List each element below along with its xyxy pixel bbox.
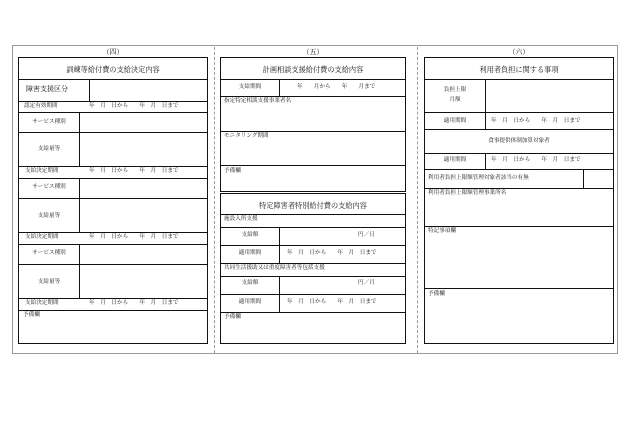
panel-title: 利用者負担に関する事項	[479, 65, 559, 74]
facility-support-label: 施設入所支援	[224, 216, 258, 222]
supply-period-label: 支給期間	[238, 84, 262, 90]
service-type-label: サービス種別	[32, 184, 66, 190]
supply-period-label: 支給決定期間	[25, 234, 59, 240]
cap-managed-flag-label: 利用者負担上限額管理対象者該当の有無	[428, 175, 529, 181]
remarks-label: 予備欄	[224, 314, 241, 320]
yen-per-day-unit: 円／日	[358, 232, 375, 238]
fold-line-2	[417, 47, 418, 353]
applicable-period-label: 適用期間	[238, 250, 262, 256]
designated-provider-label: 指定特定相談支援事業者名	[224, 98, 292, 104]
cap-manager-name-label: 利用者負担上限額管理事業所名	[428, 190, 507, 196]
remarks-label: 予備欄	[428, 291, 445, 297]
group-home-label: 共同生活援助又は重度障害者等包括支援	[224, 265, 325, 271]
supply-amount-label: 支給量等	[37, 279, 61, 285]
supply-period-value: 年 月 日から 年 月 日まで	[89, 234, 179, 240]
applicable-period-value: 年 月 日から 年 月 日まで	[287, 299, 377, 305]
applicable-period-label: 適用期間	[238, 299, 262, 305]
panel-title: 特定障害者特別給付費の支給内容	[259, 201, 367, 210]
supply-amount-label: 支給量等	[37, 213, 61, 219]
training-benefit-panel	[18, 57, 208, 344]
special-notes-label: 特記事項欄	[428, 228, 456, 234]
remarks-label: 予備欄	[23, 312, 40, 318]
column-header-6: （六）	[508, 48, 530, 56]
applicable-period-label: 適用期間	[443, 118, 467, 124]
applicable-period-label: 適用期間	[443, 157, 467, 163]
applicable-period-value: 年 月 日から 年 月 日まで	[491, 157, 581, 163]
supply-amount-label: 支給量等	[37, 146, 61, 152]
panel-title: 計画相談支援給付費の支給内容	[262, 65, 364, 74]
service-type-label: サービス種別	[32, 250, 66, 256]
column-header-5: （五）	[302, 48, 324, 56]
yen-per-month-unit: 円／月	[358, 280, 375, 286]
supply-period-value: 年 月 日から 年 月 日まで	[89, 300, 179, 306]
supply-period-value: 年 月 日から 年 月 日まで	[89, 168, 179, 174]
fold-line-1	[214, 47, 215, 353]
cert-period-value: 年 月 日から 年 月 日まで	[89, 103, 179, 109]
supply-fee-label: 支給額	[241, 280, 259, 286]
cert-period-label: 認定有効期間	[24, 103, 58, 109]
remarks-label: 予備欄	[224, 168, 241, 174]
applicable-period-value: 年 月 日から 年 月 日まで	[287, 250, 377, 256]
supply-period-value: 年 月から 年 月まで	[297, 84, 376, 90]
disability-class-label: 障害支援区分	[26, 85, 68, 93]
plan-consultation-panel	[220, 57, 406, 192]
burden-cap-label: 負担上限	[443, 87, 467, 93]
burden-cap-label: 月額	[449, 97, 461, 103]
column-header-4: （四）	[102, 48, 124, 56]
applicable-period-value: 年 月 日から 年 月 日まで	[491, 118, 581, 124]
user-burden-panel	[424, 57, 614, 344]
supply-fee-label: 支給額	[241, 232, 259, 238]
special-benefit-panel	[220, 193, 406, 344]
supply-period-label: 支給決定期間	[25, 168, 59, 174]
supply-period-label: 支給決定期間	[25, 300, 59, 306]
service-type-label: サービス種別	[32, 119, 66, 125]
monitoring-period-label: モニタリング期間	[224, 133, 269, 139]
panel-title: 訓練等給付費の支給決定内容	[66, 65, 160, 74]
meal-target-label: 食事提供体制加算対象者	[488, 138, 550, 144]
